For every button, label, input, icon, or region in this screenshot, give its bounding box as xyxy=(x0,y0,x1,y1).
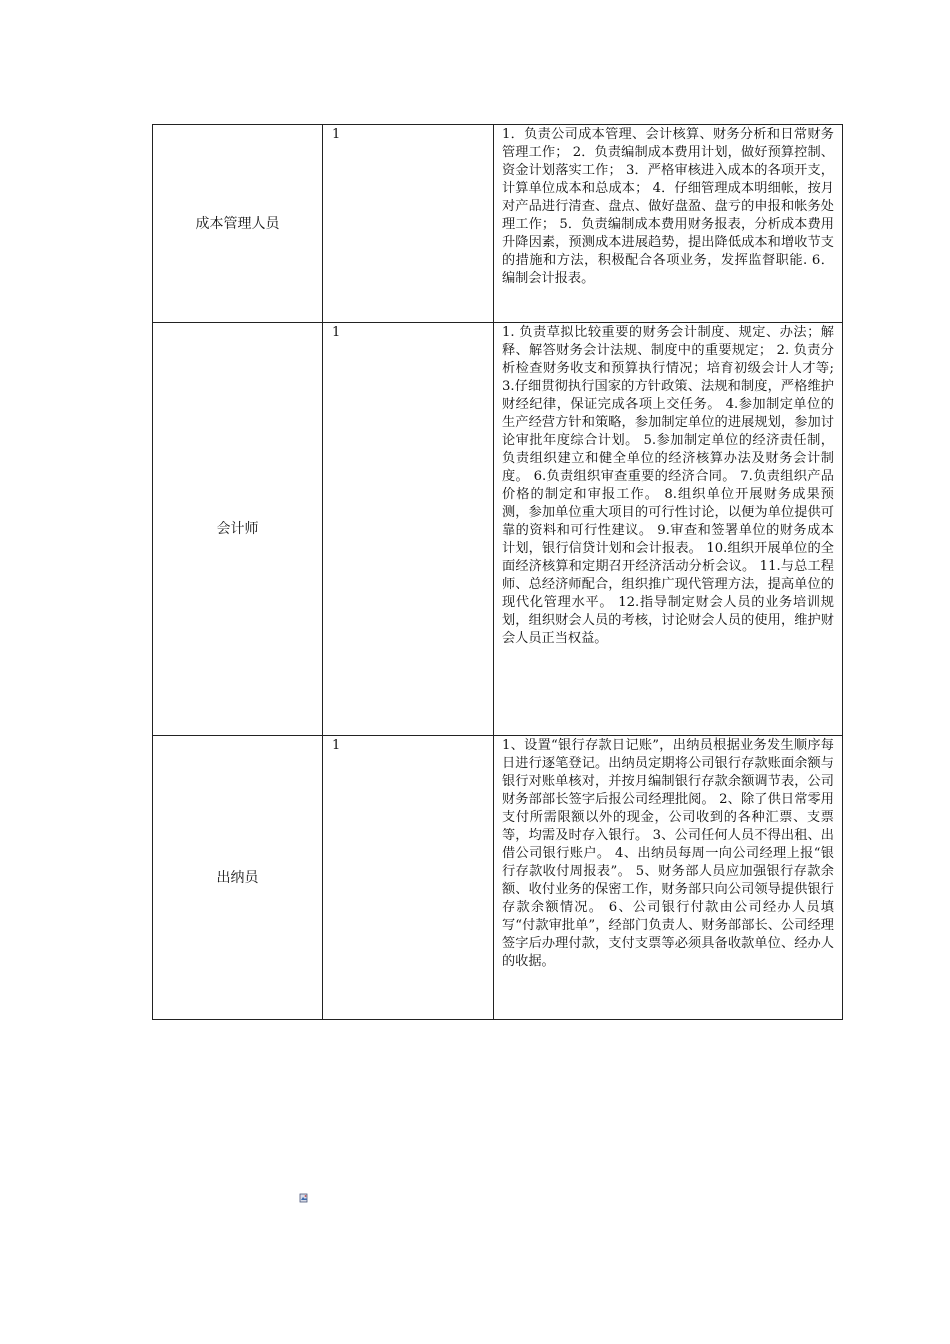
role-cell: 成本管理人员 xyxy=(153,125,323,323)
table-row xyxy=(153,323,843,736)
duties-cell: 1. 负责草拟比较重要的财务会计制度、规定、办法；解释、解答财务会计法规、制度中的重要规定； 2. 负责分析检查财务收支和预算执行情况；培育初级会计人才等; 3.仔细贯彻执行国家的方针政策、法规和制度，严格维护财经纪律，保证完成各项上交任务。 4.参加制定单位的生产经营方针和策略，参加制定单位的进展规划，参加讨论审批年度综合计划。 5.参加制定单位的经济责任制，负责组织建立和健全单位的经济核算办法及财务会计制度。 6.负责组织审查重要的经济合同。 7.负责组织产品价格的制定和审报工作。 8.组织单位开展财务成果预测，参加单位重大项目的可行性讨论，以便为单位提供可靠的资料和可行性建议。 9.审查和签署单位的财务成本计划，银行信贷计划和会计报表。 10.组织开展单位的全面经济核算和定期召开经济活动分析会议。 11.与总工程师、总经济师配合，组织推广现代管理方法，提高单位的现代化管理水平。 12.指导制定财会人员的业务培训规划，组织财会人员的考核，讨论财会人员的使用，维护财会人员正当权益。 xyxy=(494,323,843,736)
role-cell: 出纳员 xyxy=(153,736,323,1020)
duties-cell: 1、设置“银行存款日记账”，出纳员根据业务发生顺序每日进行逐笔登记。出纳员定期将公司银行存款账面余额与银行对账单核对，并按月编制银行存款余额调节表，公司财务部部长签字后报公司经理批阅。 2、除了供日常零用支付所需限额以外的现金，公司收到的各种汇票、支票等，均需及时存入银行。 3、公司任何人员不得出租、出借公司银行账户。 4、出纳员每周一向公司经理上报“银行存款收付周报表”。 5、财务部人员应加强银行存款余额、收付业务的保密工作，财务部只向公司领导提供银行存款余额情况。 6、公司银行付款由公司经办人员填写“付款审批单”，经部门负责人、财务部部长、公司经理签字后办理付款，支付支票等必须具备收款单位、经办人的收据。 xyxy=(494,736,843,1020)
table-row xyxy=(153,736,843,1020)
job-duties-table xyxy=(152,124,843,1020)
role-cell: 会计师 xyxy=(153,323,323,736)
small-image-icon xyxy=(299,1193,309,1203)
table-row xyxy=(153,125,843,323)
duties-cell: 1．负责公司成本管理、会计核算、财务分析和日常财务管理工作； 2．负责编制成本费用计划，做好预算控制、资金计划落实工作； 3．严格审核进入成本的各项开支，计算单位成本和总成本； 4．仔细管理成本明细帐，按月对产品进行清查、盘点、做好盘盈、盘亏的申报和帐务处理工作； 5．负责编制成本费用财务报表，分析成本费用升降因素，预测成本进展趋势，提出降低成本和增收节支的措施和方法，积极配合各项业务，发挥监督职能. 6．编制会计报表。 xyxy=(494,125,843,323)
headcount-cell: 1 xyxy=(323,736,494,1020)
headcount-cell: 1 xyxy=(323,323,494,736)
headcount-cell: 1 xyxy=(323,125,494,323)
